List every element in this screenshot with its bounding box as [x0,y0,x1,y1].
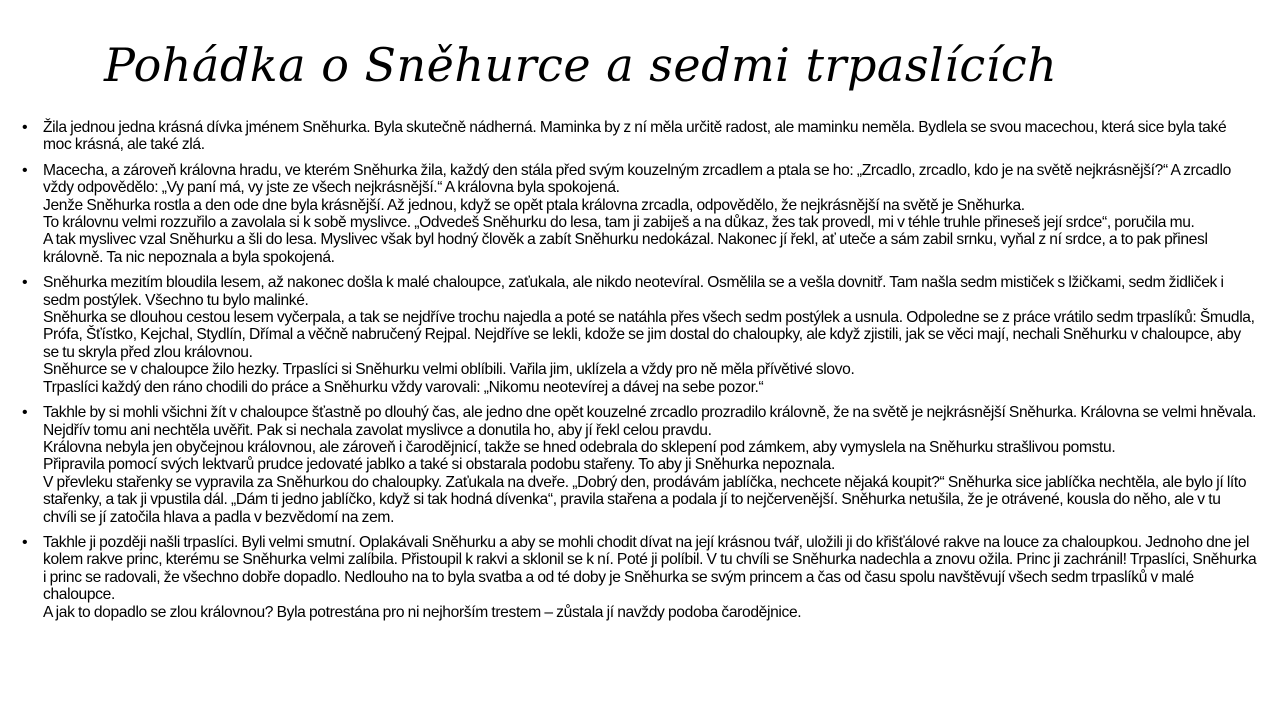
slide-title: Pohádka o Sněhurce a sedmi trpaslících [104,38,1058,92]
bullet-dot-icon: • [22,274,28,292]
paragraph: Připravila pomocí svých lektvarů prudce jedovaté jablko a také si obstarala podobu stařeny. To aby ji Sněhurka nepoznala. [43,456,835,474]
paragraph: Trpaslíci každý den ráno chodili do práce a Sněhurku vždy varovali: „Nikomu neotevírej a dávej na sebe pozor.“ [43,378,764,396]
paragraph: Jenže Sněhurka rostla a den ode dne byla krásnější. Až jednou, když se opět ptala královna zrcadla, odpovědělo, že nejkrásnější na světě je Sněhurka. [43,196,1025,214]
story-bullet-list [22,119,1257,629]
paragraph: Macecha, a zároveň královna hradu, ve kterém Sněhurka žila, každý den stála před svým kouzelným zrcadlem a ptala se ho: „Zrcadlo, zrcadlo, kdo je na světě nejkrásnější?“ A zrcadlo vždy odpovědělo: „Vy paní má, vy jste ze všech nejkrásnější.“ A královna byla spokojená. [43,161,1231,197]
paragraph: Sněhurka mezitím bloudila lesem, až nakonec došla k malé chaloupce, zaťukala, ale nikdo neotevíral. Osmělila se a vešla dovnitř. Tam našla sedm mističek s lžičkami, sedm židliček i sedm postýlek. Všechno tu bylo malinké. [43,274,1224,309]
paragraph: Žila jednou jedna krásná dívka jménem Sněhurka. Byla skutečně nádherná. Maminka by z ní měla určitě radost, ale maminku neměla. Bydlela se svou macechou, která sice byla také moc krásná, ale také zlá. [43,119,1227,154]
paragraph: To královnu velmi rozzuřilo a zavolala si k sobě myslivce. „Odvedeš Sněhurku do lesa, tam ji zabiješ a na důkaz, žes tak provedl, mi v téhle truhle přineseš její srdce“, poručila mu. [43,214,1195,232]
paragraph: Takhle ji později našli trpaslíci. Byli velmi smutní. Oplakávali Sněhurku a aby se mohli chodit dívat na její krásnou tvář, uložili ji do křišťálové rakve na louce za chaloupkou. Jednoho dne jel kolem rakve princ, kterému se Sněhurka velmi zalíbila. Přistoupil k rakvi a sklonil se k ní. Poté ji políbil. V tu chvíli se Sněhurka nadechla a znovu ožila. Princ ji zachránil! Trpaslíci, Sněhurka i princ se radovali, že všechno dobře dopadlo. Nedlouho na to byla svatba a od té doby je Sněhurka se svým princem a čas od času spolu navštěvují všech sedm trpaslíků v malé chaloupce. [43,533,1257,604]
paragraph: Sněhurka se dlouhou cestou lesem vyčerpala, a tak se nejdříve trochu najedla a poté se natáhla přes všech sedm postýlek a usnula. Odpoledne se z práce vrátilo sedm trpaslíků: Šmudla, Prófa, Šťístko, Kejchal, Stydlín, Dřímal a věčně nabručený Rejpal. Nejdříve se lekli, kdože se jim dostal do chaloupky, ale když zjistili, jak se věci mají, nechali Sněhurku v chaloupce, aby se tu skryla před zlou královnou. [43,309,1255,361]
bullet-item-1 [22,119,1257,154]
bullet-item-5 [22,534,1257,621]
bullet-item-3 [22,274,1257,396]
paragraph: Takhle by si mohli všichni žít v chaloupce šťastně po dlouhý čas, ale jedno dne opět kouzelné zrcadlo prozradilo královně, že na světě je nejkrásnější Sněhurka. Královna se velmi hněvala. Nejdřív tomu ani nechtěla uvěřit. Pak si nechala zavolat myslivce a donutila ho, aby jí řekl celou pravdu. [43,404,1257,439]
bullet-item-2 [22,162,1257,266]
paragraph: Královna nebyla jen obyčejnou královnou, ale zároveň i čarodějnicí, takže se hned odebrala do sklepení pod zámkem, aby vymyslela na Sněhurku strašlivou pomstu. [43,438,1116,456]
bullet-dot-icon: • [22,404,28,422]
bullet-dot-icon: • [22,161,28,179]
paragraph: Sněhurce se v chaloupce žilo hezky. Trpaslíci si Sněhurku velmi oblíbili. Vařila jim, uklízela a vždy pro ně měla přívětivé slovo. [43,361,855,379]
paragraph: A tak myslivec vzal Sněhurku a šli do lesa. Myslivec však byl hodný člověk a zabít Sněhurku nedokázal. Nakonec jí řekl, ať uteče a sám zabil srnku, vyňal z ní srdce, a to pak přinesl královně. Ta nic nepoznala a byla spokojená. [43,231,1208,266]
bullet-dot-icon: • [22,119,28,136]
paragraph: V převleku stařenky se vypravila za Sněhurkou do chaloupky. Zaťukala na dveře. „Dobrý den, prodávám jablíčka, nechcete nějaká koupit?“ Sněhurka sice jablíčka nechtěla, ale bylo jí líto stařenky, a tak ji vpustila dál. „Dám ti jedno jablíčko, když si tak hodná dívenka“, pravila stařena a podala jí to nejčervenější. Sněhurka netušila, že je otrávené, kousla do něho, ale v tu chvíli se jí zatočila hlava a padla v bezvědomí na zem. [43,473,1247,526]
bullet-item-4 [22,404,1257,526]
paragraph: A jak to dopadlo se zlou královnou? Byla potrestána pro ni nejhorším trestem – zůstala jí navždy podoba čarodějnice. [43,603,802,621]
bullet-dot-icon: • [22,533,28,551]
